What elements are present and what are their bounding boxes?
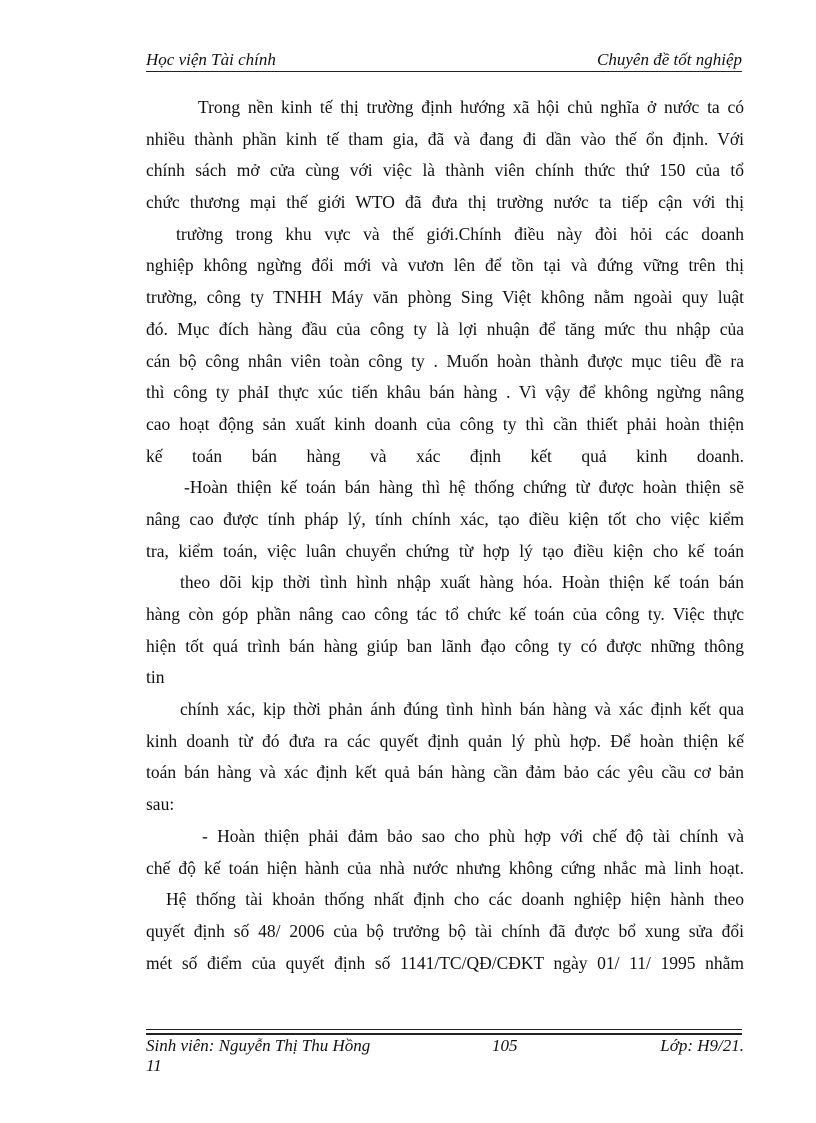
body-line: thì công ty phảI thực xúc tiến khâu bán hàng . Vì vậy để không ngừng nâng [146,382,744,403]
body-line: kế toán bán hàng và xác định kết quả kinh doanh. [146,445,744,466]
body-line: nghiệp không ngừng đổi mới và vươn lên để tồn tại và đứng vững trên thị [146,255,744,276]
body-line: hàng còn góp phần nâng cao công tác tổ chức kế toán của công ty. Việc thực [146,604,744,624]
page-footer [146,1036,746,1076]
body-line: - Hoàn thiện phải đảm bảo sao cho phù hợp với chế độ tài chính và [202,825,744,846]
body-line: cao hoạt động sản xuất kinh doanh của công ty thì cần thiết phải hoàn thiện [146,413,744,434]
footer-class-continued: 11 [146,1056,162,1075]
body-line: chính xác, kịp thời phản ánh đúng tình hình bán hàng và xác định kết qua [180,699,744,720]
footer-class: Lớp: H9/21. [660,1036,744,1055]
body-line: tra, kiểm toán, việc luân chuyển chứng từ hợp lý tạo điều kiện cho kế toán [146,540,744,561]
body-line: trường trong khu vực và thế giới.Chính điều này đòi hỏi các doanh [176,223,744,244]
body-line: mét số điểm của quyết định số 1141/TC/QĐ/CĐKT ngày 01/ 11/ 1995 nhằm [146,952,744,973]
body-line: chức thương mại thế giới WTO đã đưa thị trường nước ta tiếp cận với thị [146,192,744,213]
footer-divider-thick [146,1033,742,1035]
body-line: chính sách mở cửa cùng với việc là thành viên chính thức thứ 150 của tổ [146,160,744,181]
body-line: toán bán hàng và xác định kết quả bán hàng cần đảm bảo các yêu cầu cơ bản [146,762,744,783]
page-header [146,48,742,72]
header-divider [146,71,742,72]
document-body [146,92,744,979]
body-line: đó. Mục đích hàng đầu của công ty là lợi nhuận để tăng mức thu nhập của [146,318,744,339]
body-line: nhiều thành phần kinh tế tham gia, đã và đang đi dần vào thế ổn định. Với [146,128,744,149]
body-line: Hệ thống tài khoản thống nhất định cho các doanh nghiệp hiện hành theo [166,889,744,910]
footer-divider-thin [146,1029,742,1030]
header-institution: Học viện Tài chính [146,50,276,69]
body-line: trường, công ty TNHH Máy văn phòng Sing Việt không nằm ngoài quy luật [146,287,744,308]
body-line: chế độ kế toán hiện hành của nhà nước nhưng không cứng nhắc mà linh hoạt. [146,857,744,878]
body-line: cán bộ công nhân viên toàn công ty . Muốn hoàn thành được mục tiêu đề ra [146,350,744,371]
body-line: nâng cao được tính pháp lý, tính chính xác, tạo điều kiện tốt cho việc kiểm [146,508,744,529]
body-line: sau: [146,794,175,815]
footer-student-name: Sinh viên: Nguyễn Thị Thu Hồng [146,1036,371,1055]
body-line: quyết định số 48/ 2006 của bộ trưởng bộ tài chính đã được bổ xung sửa đổi [146,920,744,941]
body-line: hiện tốt quá trình bán hàng giúp ban lãnh đạo công ty có được những thông [146,635,744,656]
body-line: theo dõi kịp thời tình hình nhập xuất hàng hóa. Hoàn thiện kế toán bán [180,572,744,593]
body-line: Trong nền kinh tế thị trường định hướng xã hội chủ nghĩa ở nước ta có [198,97,744,117]
page-number: 105 [492,1036,518,1055]
header-document-type: Chuyên đề tốt nghiệp [597,50,742,69]
body-line: kinh doanh từ đó đưa ra các quyết định quản lý phù hợp. Để hoàn thiện kế [146,730,744,751]
body-line: tin [146,667,165,688]
body-line: -Hoàn thiện kế toán bán hàng thì hệ thống chứng từ được hoàn thiện sẽ [184,477,744,498]
